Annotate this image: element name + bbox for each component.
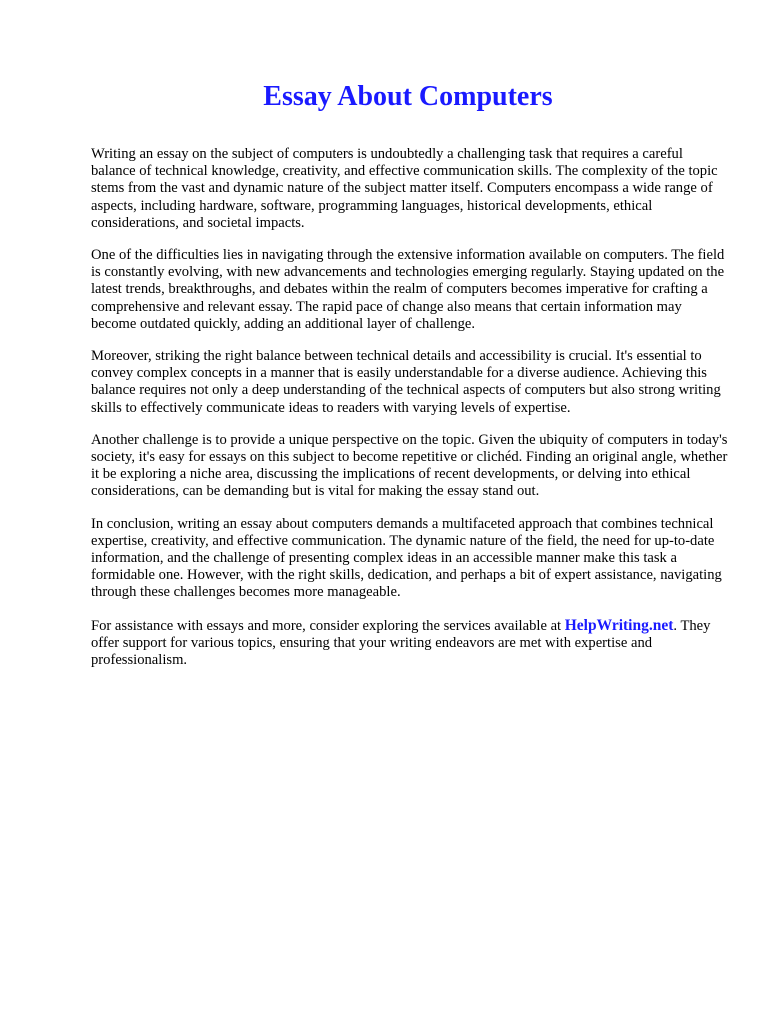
closing-text-after-link: . They offer support for various topics, ensuring that your writing endeavors are met with expertise and professionalism. xyxy=(91,617,711,669)
closing-text-before-link: For assistance with essays and more, consider exploring the services available at xyxy=(91,617,565,634)
paragraph-balance: Moreover, striking the right balance between technical details and accessibility is crucial. It's essential to convey complex concepts in a manner that is easily understandable for a diverse audience. Achieving this balance requires not only a deep understanding of the technical aspects of computers but also strong writing skills to effectively communicate ideas to readers with varying levels of expertise. xyxy=(91,348,721,416)
document-title: Essay About Computers xyxy=(263,81,553,112)
paragraph-closing xyxy=(91,617,729,670)
paragraph-information: One of the difficulties lies in navigating through the extensive information available on computers. The field is constantly evolving, with new advancements and technologies emerging regularly. Staying updated on the latest trends, breakthroughs, and debates within the realm of computers becomes imperative for crafting a comprehensive and relevant essay. The rapid pace of change also means that certain information may become outdated quickly, adding an additional layer of challenge. xyxy=(91,247,725,332)
paragraph-intro: Writing an essay on the subject of computers is undoubtedly a challenging task that requires a careful balance of technical knowledge, creativity, and effective communication skills. The complexity of the topic stems from the vast and dynamic nature of the subject matter itself. Computers encompass a wide range of aspects, including hardware, software, programming languages, historical developments, ethical considerations, and societal impacts. xyxy=(91,146,718,231)
document-body xyxy=(91,146,729,684)
paragraph-conclusion: In conclusion, writing an essay about computers demands a multifaceted approach that combines technical expertise, creativity, and effective communication. The dynamic nature of the field, the need for up-to-date information, and the challenge of presenting complex ideas in an accessible manner make this task a formidable one. However, with the right skills, dedication, and perhaps a bit of expert assistance, navigating through these challenges becomes more manageable. xyxy=(91,515,722,601)
paragraph-perspective: Another challenge is to provide a unique perspective on the topic. Given the ubiquity of computers in today's society, it's easy for essays on this subject to become repetitive or clichéd. Finding an original angle, whether it be exploring a niche area, discussing the implications of recent developments, or delving into ethical considerations, can be demanding but is vital for making the essay stand out. xyxy=(91,431,728,500)
helpwriting-link[interactable]: HelpWriting.net xyxy=(564,616,674,634)
